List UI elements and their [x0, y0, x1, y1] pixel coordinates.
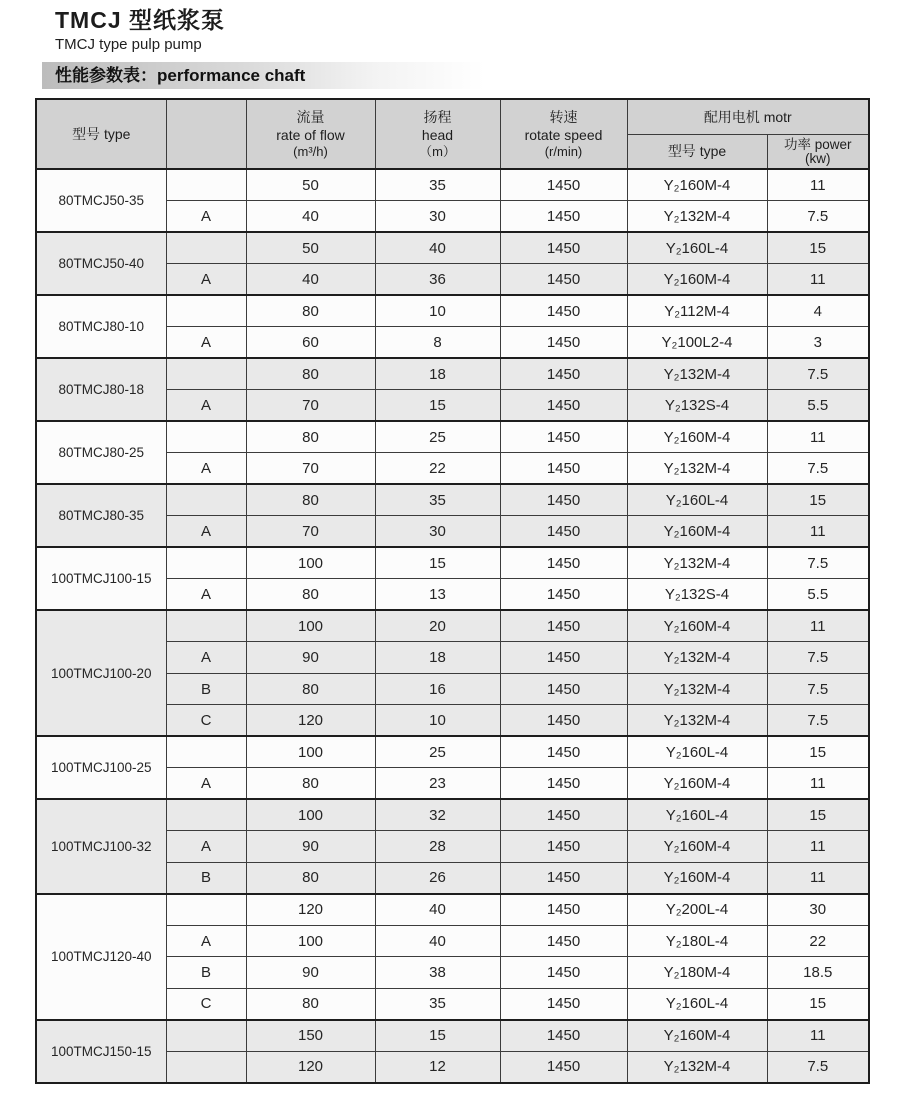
cell-variant: A	[166, 768, 246, 800]
cell-flow: 80	[246, 862, 375, 894]
cell-speed: 1450	[500, 894, 627, 926]
cell-motor-power: 30	[767, 894, 869, 926]
cell-motor-type: Y₂132M-4	[627, 673, 767, 705]
col-header-model: 型号 type	[36, 99, 166, 169]
cell-head: 40	[375, 925, 500, 957]
cell-motor-type: Y₂180M-4	[627, 957, 767, 989]
cell-motor-type: Y₂132M-4	[627, 1051, 767, 1083]
cell-motor-power: 11	[767, 831, 869, 863]
performance-table	[35, 98, 870, 1084]
cell-variant	[166, 484, 246, 516]
cell-head: 40	[375, 894, 500, 926]
cell-flow: 80	[246, 988, 375, 1020]
cell-speed: 1450	[500, 957, 627, 989]
cell-variant	[166, 169, 246, 201]
cell-motor-power: 4	[767, 295, 869, 327]
cell-motor-power: 11	[767, 610, 869, 642]
cell-variant: A	[166, 327, 246, 359]
table-body	[36, 169, 869, 1083]
col-header-variant	[166, 99, 246, 169]
cell-variant: A	[166, 390, 246, 422]
cell-head: 23	[375, 768, 500, 800]
cell-speed: 1450	[500, 705, 627, 737]
cell-variant	[166, 358, 246, 390]
cell-flow: 80	[246, 579, 375, 611]
cell-head: 16	[375, 673, 500, 705]
table-row	[36, 610, 869, 642]
cell-model: 100TMCJ100-32	[36, 799, 166, 894]
cell-head: 36	[375, 264, 500, 296]
cell-motor-type: Y₂160M-4	[627, 264, 767, 296]
cell-speed: 1450	[500, 768, 627, 800]
cell-flow: 50	[246, 232, 375, 264]
cell-motor-type: Y₂132M-4	[627, 705, 767, 737]
cell-head: 25	[375, 421, 500, 453]
cell-flow: 120	[246, 894, 375, 926]
cell-model: 100TMCJ150-15	[36, 1020, 166, 1083]
cell-speed: 1450	[500, 988, 627, 1020]
cell-motor-power: 7.5	[767, 1051, 869, 1083]
cell-variant: A	[166, 925, 246, 957]
col-header-head-unit: （m）	[419, 144, 456, 160]
cell-flow: 100	[246, 547, 375, 579]
cell-flow: 80	[246, 768, 375, 800]
cell-flow: 40	[246, 264, 375, 296]
cell-variant: B	[166, 957, 246, 989]
cell-flow: 50	[246, 169, 375, 201]
cell-motor-power: 15	[767, 799, 869, 831]
cell-motor-power: 11	[767, 421, 869, 453]
cell-head: 15	[375, 547, 500, 579]
cell-speed: 1450	[500, 925, 627, 957]
cell-flow: 80	[246, 358, 375, 390]
cell-head: 30	[375, 516, 500, 548]
cell-flow: 80	[246, 295, 375, 327]
cell-variant	[166, 1020, 246, 1052]
cell-motor-type: Y₂160M-4	[627, 421, 767, 453]
cell-variant: C	[166, 988, 246, 1020]
cell-variant	[166, 1051, 246, 1083]
cell-motor-power: 15	[767, 232, 869, 264]
col-header-speed-en: rotate speed	[524, 126, 603, 143]
cell-flow: 100	[246, 925, 375, 957]
cell-head: 15	[375, 1020, 500, 1052]
table-row	[36, 232, 869, 264]
cell-motor-type: Y₂160M-4	[627, 169, 767, 201]
cell-variant	[166, 232, 246, 264]
cell-motor-type: Y₂132M-4	[627, 201, 767, 233]
cell-motor-type: Y₂132M-4	[627, 547, 767, 579]
cell-speed: 1450	[500, 579, 627, 611]
cell-speed: 1450	[500, 673, 627, 705]
cell-variant: A	[166, 264, 246, 296]
cell-speed: 1450	[500, 169, 627, 201]
cell-head: 10	[375, 705, 500, 737]
cell-flow: 60	[246, 327, 375, 359]
cell-motor-power: 18.5	[767, 957, 869, 989]
cell-variant	[166, 799, 246, 831]
cell-head: 10	[375, 295, 500, 327]
table-row	[36, 169, 869, 201]
cell-flow: 90	[246, 957, 375, 989]
table-row	[36, 736, 869, 768]
cell-flow: 70	[246, 453, 375, 485]
col-header-speed-zh: 转速	[549, 108, 578, 125]
cell-motor-type: Y₂160L-4	[627, 484, 767, 516]
cell-variant: B	[166, 673, 246, 705]
cell-speed: 1450	[500, 1051, 627, 1083]
cell-motor-power: 11	[767, 516, 869, 548]
cell-motor-type: Y₂160M-4	[627, 516, 767, 548]
cell-motor-type: Y₂160L-4	[627, 799, 767, 831]
cell-variant	[166, 295, 246, 327]
cell-motor-type: Y₂200L-4	[627, 894, 767, 926]
cell-flow: 100	[246, 610, 375, 642]
cell-head: 18	[375, 358, 500, 390]
cell-motor-type: Y₂160L-4	[627, 988, 767, 1020]
cell-speed: 1450	[500, 610, 627, 642]
cell-speed: 1450	[500, 358, 627, 390]
cell-motor-type: Y₂160M-4	[627, 1020, 767, 1052]
col-header-head-en: head	[421, 126, 454, 143]
cell-model: 100TMCJ120-40	[36, 894, 166, 1020]
cell-model: 80TMCJ80-10	[36, 295, 166, 358]
page-subtitle: TMCJ type pulp pump	[55, 36, 202, 54]
cell-head: 30	[375, 201, 500, 233]
cell-model: 100TMCJ100-15	[36, 547, 166, 610]
cell-head: 8	[375, 327, 500, 359]
col-header-flow	[246, 99, 375, 169]
col-header-motor-group: 配用电机 motr	[627, 99, 869, 134]
cell-motor-type: Y₂160M-4	[627, 768, 767, 800]
col-header-speed-unit: (r/min)	[544, 144, 583, 160]
cell-motor-power: 7.5	[767, 201, 869, 233]
cell-flow: 40	[246, 201, 375, 233]
cell-motor-type: Y₂132M-4	[627, 453, 767, 485]
cell-speed: 1450	[500, 232, 627, 264]
cell-model: 100TMCJ100-25	[36, 736, 166, 799]
cell-head: 28	[375, 831, 500, 863]
table-row	[36, 1020, 869, 1052]
cell-motor-power: 5.5	[767, 579, 869, 611]
cell-variant: B	[166, 862, 246, 894]
cell-flow: 80	[246, 673, 375, 705]
cell-flow: 120	[246, 1051, 375, 1083]
cell-variant	[166, 736, 246, 768]
cell-motor-power: 3	[767, 327, 869, 359]
cell-speed: 1450	[500, 642, 627, 674]
cell-speed: 1450	[500, 736, 627, 768]
cell-speed: 1450	[500, 327, 627, 359]
section-title-banner: 性能参数表：performance chaft	[42, 62, 485, 89]
cell-variant: A	[166, 642, 246, 674]
cell-motor-type: Y₂132S-4	[627, 579, 767, 611]
cell-head: 35	[375, 988, 500, 1020]
cell-speed: 1450	[500, 484, 627, 516]
cell-head: 25	[375, 736, 500, 768]
table-row	[36, 894, 869, 926]
cell-model: 80TMCJ50-35	[36, 169, 166, 232]
cell-motor-power: 7.5	[767, 673, 869, 705]
cell-flow: 100	[246, 799, 375, 831]
cell-motor-type: Y₂160L-4	[627, 232, 767, 264]
table-row	[36, 547, 869, 579]
cell-motor-type: Y₂100L2-4	[627, 327, 767, 359]
cell-motor-type: Y₂132M-4	[627, 358, 767, 390]
cell-motor-power: 15	[767, 484, 869, 516]
cell-speed: 1450	[500, 201, 627, 233]
cell-motor-power: 7.5	[767, 453, 869, 485]
cell-motor-type: Y₂160M-4	[627, 862, 767, 894]
cell-head: 38	[375, 957, 500, 989]
cell-speed: 1450	[500, 831, 627, 863]
cell-speed: 1450	[500, 295, 627, 327]
col-header-flow-unit: (m³/h)	[293, 144, 328, 160]
col-header-flow-en: rate of flow	[276, 126, 345, 143]
cell-variant: A	[166, 579, 246, 611]
cell-motor-type: Y₂112M-4	[627, 295, 767, 327]
cell-variant	[166, 421, 246, 453]
cell-motor-type: Y₂180L-4	[627, 925, 767, 957]
cell-flow: 80	[246, 484, 375, 516]
cell-flow: 70	[246, 516, 375, 548]
cell-model: 80TMCJ80-35	[36, 484, 166, 547]
cell-flow: 90	[246, 642, 375, 674]
cell-head: 18	[375, 642, 500, 674]
table-row	[36, 799, 869, 831]
cell-head: 13	[375, 579, 500, 611]
table-row	[36, 421, 869, 453]
cell-variant	[166, 894, 246, 926]
cell-variant: A	[166, 831, 246, 863]
cell-speed: 1450	[500, 453, 627, 485]
page-title: TMCJ 型纸浆泵	[55, 7, 225, 33]
cell-motor-type: Y₂160M-4	[627, 831, 767, 863]
cell-speed: 1450	[500, 390, 627, 422]
cell-head: 12	[375, 1051, 500, 1083]
cell-motor-type: Y₂160M-4	[627, 610, 767, 642]
cell-head: 35	[375, 484, 500, 516]
cell-speed: 1450	[500, 799, 627, 831]
cell-flow: 70	[246, 390, 375, 422]
cell-speed: 1450	[500, 862, 627, 894]
cell-motor-power: 22	[767, 925, 869, 957]
cell-motor-type: Y₂132M-4	[627, 642, 767, 674]
cell-flow: 100	[246, 736, 375, 768]
cell-head: 40	[375, 232, 500, 264]
cell-motor-power: 7.5	[767, 705, 869, 737]
cell-flow: 90	[246, 831, 375, 863]
cell-motor-power: 11	[767, 862, 869, 894]
cell-motor-power: 7.5	[767, 358, 869, 390]
cell-model: 80TMCJ50-40	[36, 232, 166, 295]
col-header-motor-power	[767, 134, 869, 169]
cell-head: 35	[375, 169, 500, 201]
cell-motor-power: 11	[767, 264, 869, 296]
table-row	[36, 484, 869, 516]
cell-motor-type: Y₂132S-4	[627, 390, 767, 422]
cell-flow: 120	[246, 705, 375, 737]
cell-variant	[166, 547, 246, 579]
cell-flow: 80	[246, 421, 375, 453]
col-header-head	[375, 99, 500, 169]
cell-motor-power: 15	[767, 736, 869, 768]
cell-motor-power: 15	[767, 988, 869, 1020]
table-header	[36, 99, 869, 169]
col-header-flow-zh: 流量	[296, 108, 325, 125]
table-row	[36, 295, 869, 327]
cell-variant: A	[166, 201, 246, 233]
cell-motor-type: Y₂160L-4	[627, 736, 767, 768]
cell-motor-power: 7.5	[767, 642, 869, 674]
cell-motor-power: 11	[767, 169, 869, 201]
cell-head: 15	[375, 390, 500, 422]
cell-motor-power: 11	[767, 768, 869, 800]
table-row	[36, 358, 869, 390]
cell-speed: 1450	[500, 516, 627, 548]
cell-variant: C	[166, 705, 246, 737]
col-header-motor-power-zh: 功率 power	[783, 137, 852, 153]
cell-head: 26	[375, 862, 500, 894]
cell-variant: A	[166, 453, 246, 485]
cell-head: 20	[375, 610, 500, 642]
cell-variant	[166, 610, 246, 642]
cell-variant: A	[166, 516, 246, 548]
cell-speed: 1450	[500, 421, 627, 453]
col-header-motor-power-unit: (kw)	[805, 150, 831, 166]
cell-model: 80TMCJ80-25	[36, 421, 166, 484]
cell-head: 22	[375, 453, 500, 485]
col-header-head-zh: 扬程	[423, 108, 452, 125]
cell-flow: 150	[246, 1020, 375, 1052]
cell-model: 100TMCJ100-20	[36, 610, 166, 736]
cell-model: 80TMCJ80-18	[36, 358, 166, 421]
cell-speed: 1450	[500, 1020, 627, 1052]
cell-speed: 1450	[500, 264, 627, 296]
cell-motor-power: 11	[767, 1020, 869, 1052]
cell-head: 32	[375, 799, 500, 831]
cell-motor-power: 5.5	[767, 390, 869, 422]
col-header-motor-model: 型号 type	[627, 134, 767, 169]
col-header-speed	[500, 99, 627, 169]
cell-motor-power: 7.5	[767, 547, 869, 579]
cell-speed: 1450	[500, 547, 627, 579]
